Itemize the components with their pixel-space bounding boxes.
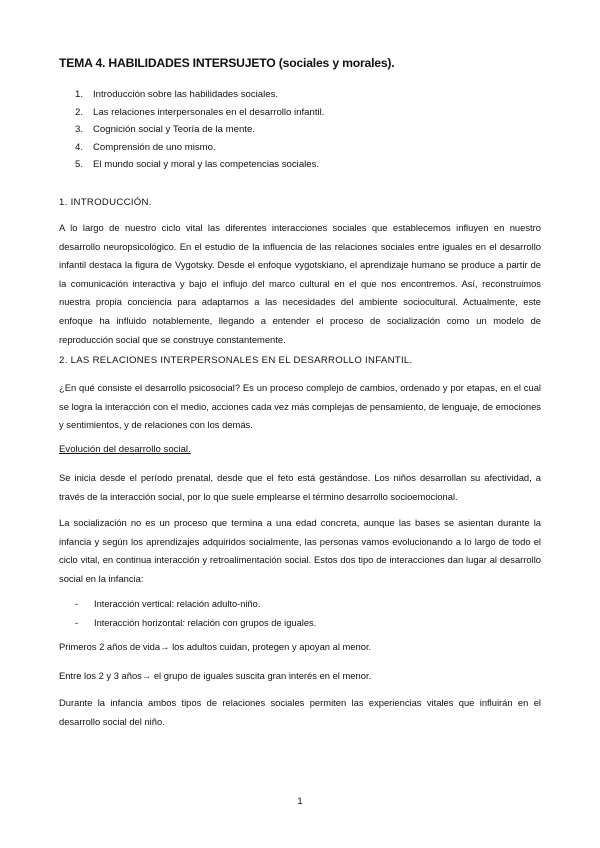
section-heading-introduccion: 1. INTRODUCCIÓN.	[59, 197, 152, 208]
document-title: TEMA 4. HABILIDADES INTERSUJETO (sociales y morales).	[59, 56, 395, 70]
list-item: - Interacción horizontal: relación con grupos de iguales.	[75, 617, 317, 628]
psychosocial-paragraph: ¿En qué consiste el desarrollo psicosocial? Es un proceso complejo de cambios, ordenado y por etapas, en el cual se logra la interacción con el medio, acciones cada vez más complejas de pensamiento, de lenguaje, de emociones y sentimientos, y de relaciones con los demás.	[59, 382, 541, 431]
table-of-contents	[75, 86, 324, 174]
socializacion-paragraph: La socialización no es un proceso que termina a una edad concreta, aunque las bases se asientan durante la infancia y según los aprendizajes adquiridos socialmente, las personas vamos evolucionando a lo largo de todo el ciclo vital, en continua interacción y retroalimentación social. Estos dos tipo de interacciones dan lugar al desarrollo social en la infancia:	[59, 517, 541, 584]
closing-paragraph: Durante la infancia ambos tipos de relaciones sociales permiten las experiencias vitales que influirán en el desarrollo social del niño.	[59, 697, 541, 727]
toc-item: 5. El mundo social y moral y las competencias sociales.	[75, 159, 320, 171]
line-entre-anos: Entre los 2 y 3 años→ el grupo de iguales suscita gran interés en el menor.	[59, 670, 372, 681]
line-primeros-anos: Primeros 2 años de vida→ los adultos cuidan, protegen y apoyan al menor.	[59, 641, 372, 652]
section-heading-relaciones: 2. LAS RELACIONES INTERPERSONALES EN EL DESARROLLO INFANTIL.	[59, 355, 413, 366]
interaction-list	[75, 595, 316, 632]
toc-item: 2. Las relaciones interpersonales en el desarrollo infantil.	[75, 106, 325, 118]
list-item: - Interacción vertical: relación adulto-niño.	[75, 599, 261, 609]
intro-paragraph: A lo largo de nuestro ciclo vital las diferentes interacciones sociales que establecemos influyen en nuestro desarrollo neuropsicológico. En el estudio de la influencia de las relaciones sociales entre iguales en el desarrollo infantil destaca la figura de Vygotsky. Desde el enfoque vygotskiano, el aprendizaje humano se produce a partir de la comunicación interactiva y bajo el influjo del marco cultural en el que nos encontremos. Así, reconstruimos nuestra propia conciencia para adaptarnos a las necesidades del ambiente sociocultural. Actualmente, este enfoque ha influido notablemente, llegando a entender el proceso de socialización como un modelo de reproducción social que se construye constantemente.	[59, 222, 541, 345]
subheading-evolucion: Evolución del desarrollo social.	[59, 444, 191, 455]
toc-item: 4. Comprensión de uno mismo.	[75, 141, 216, 153]
page-number: 1	[297, 796, 303, 807]
toc-item: 3. Cognición social y Teoría de la mente.	[75, 124, 255, 136]
toc-item: 1. Introducción sobre las habilidades sociales.	[75, 89, 279, 100]
prenatal-paragraph: Se inicia desde el período prenatal, desde que el feto está gestándose. Los niños desarrollan su afectividad, a través de la interacción social, por lo que suele emplearse el término desarrollo socioemocional.	[59, 472, 541, 502]
